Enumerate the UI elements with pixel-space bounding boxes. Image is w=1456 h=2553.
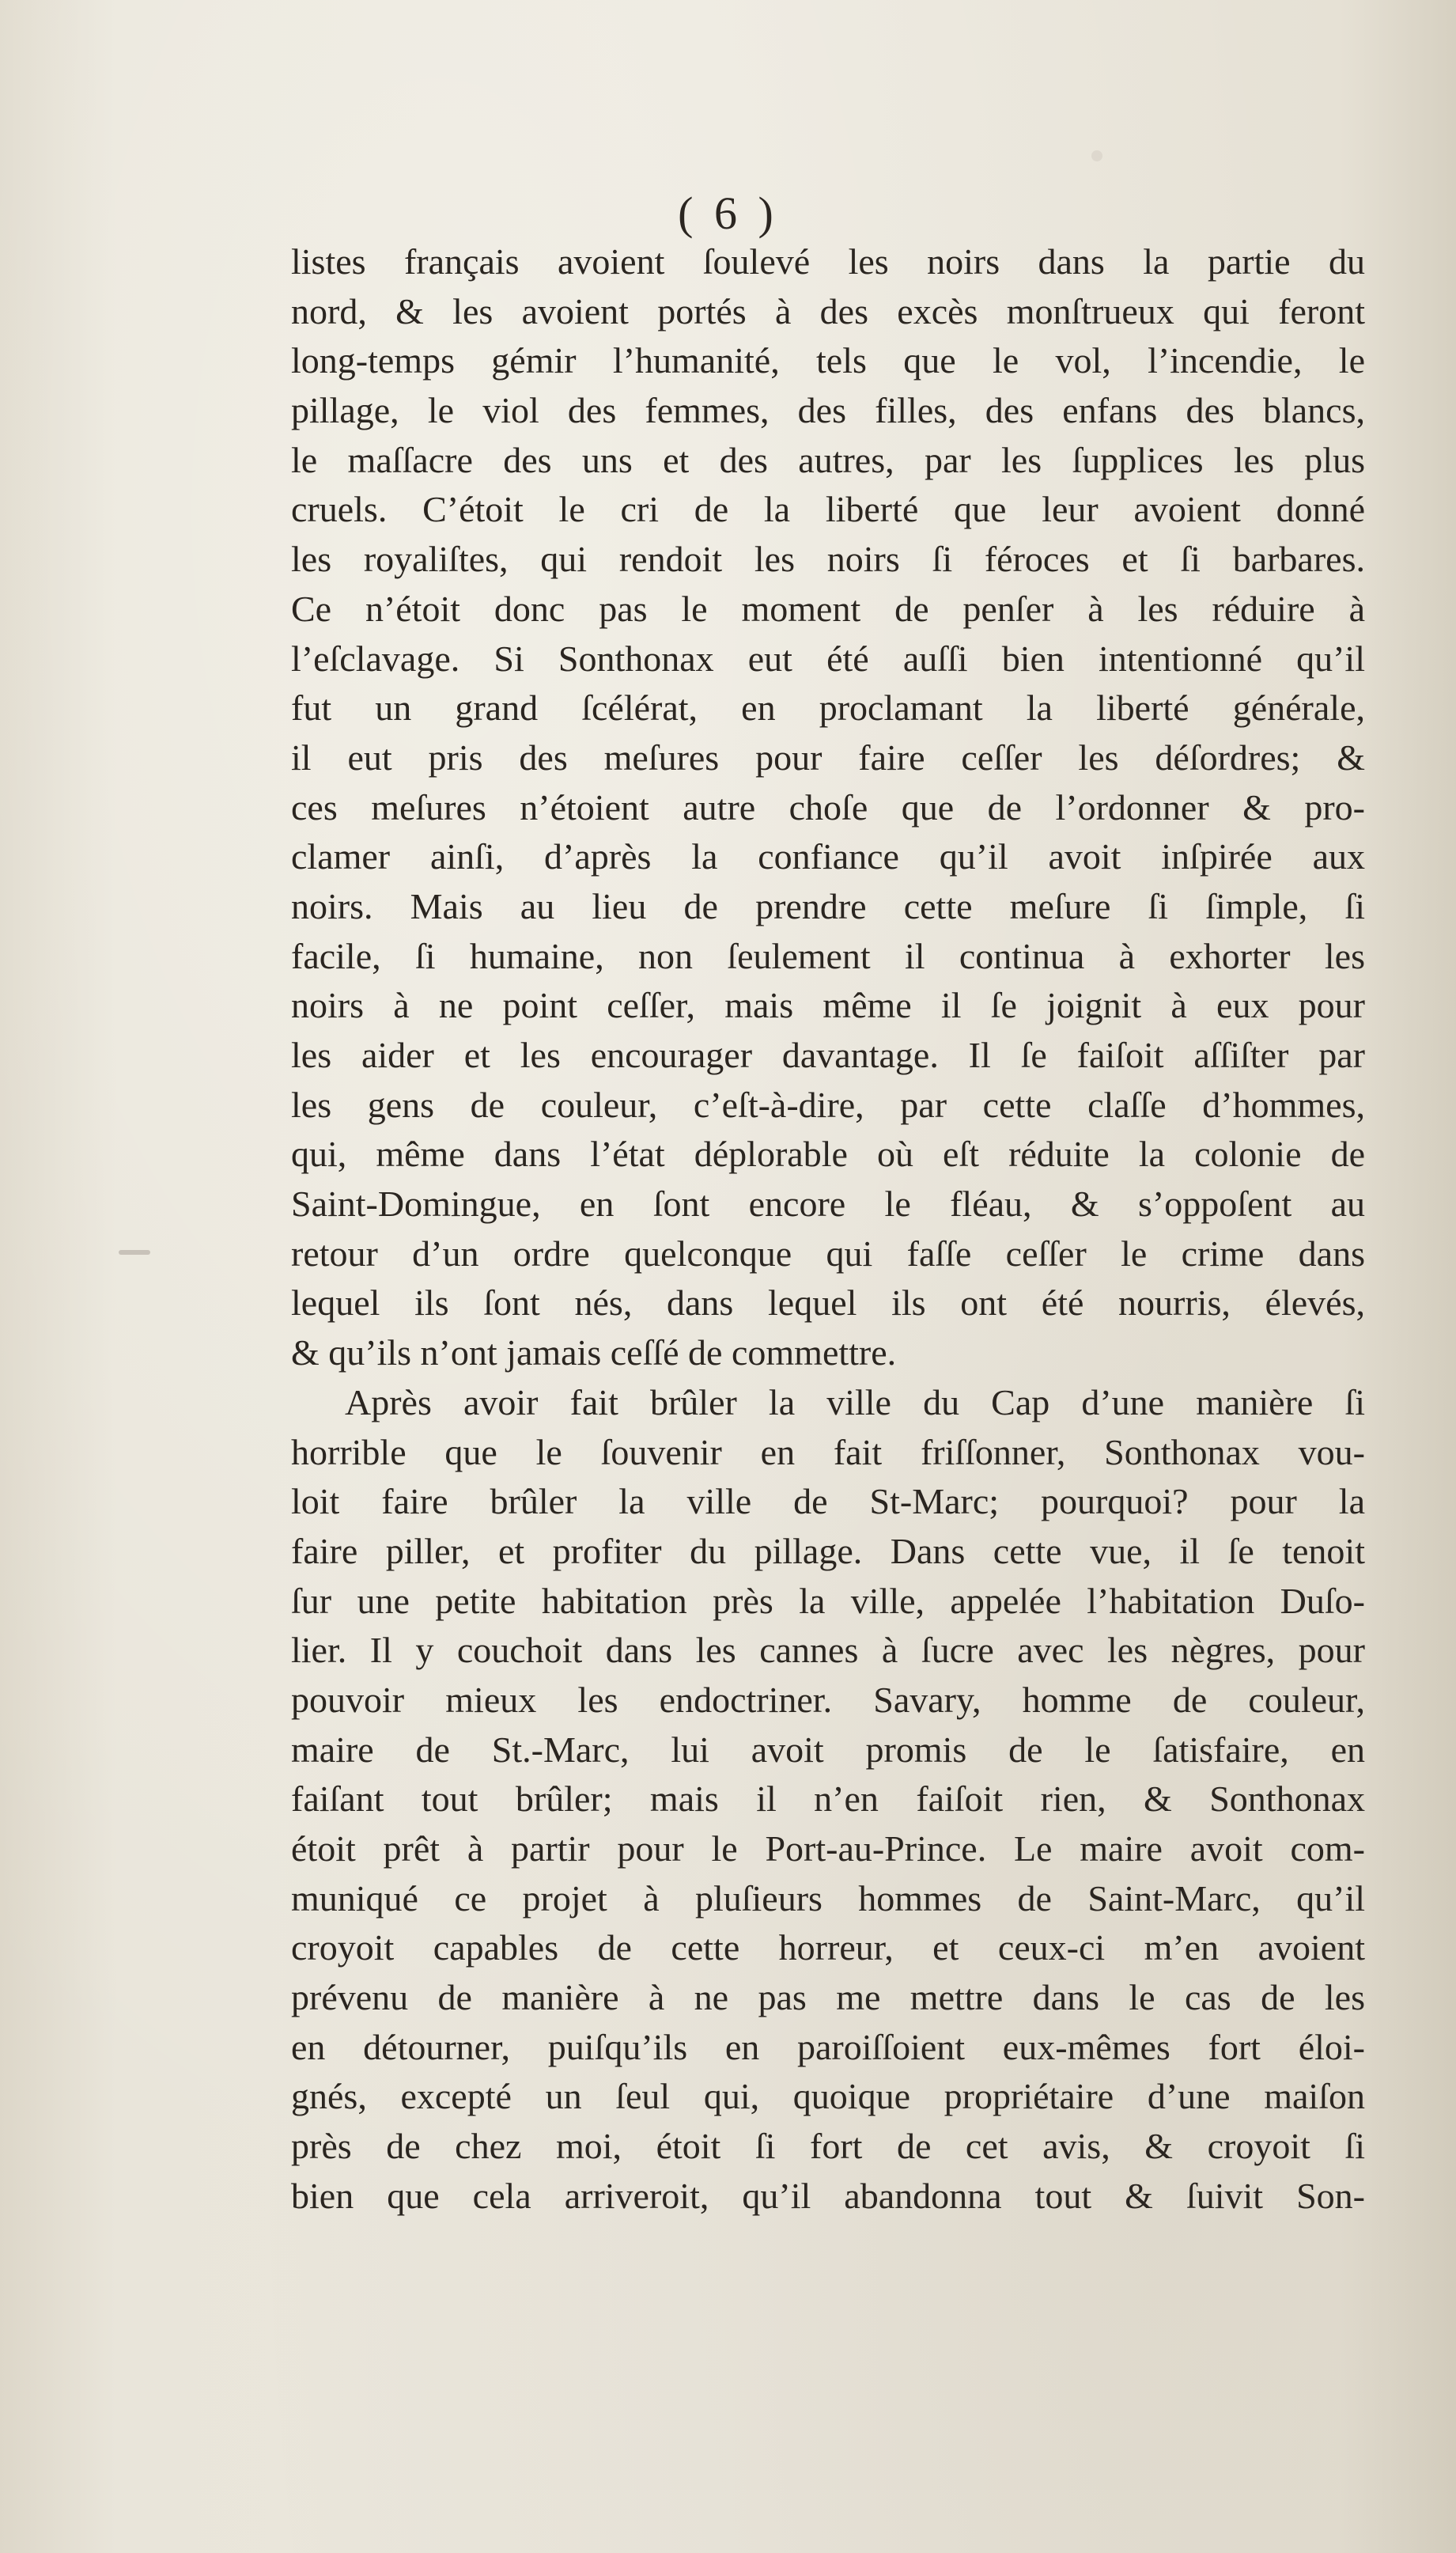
text-line: les aider et les encourager davantage. Il ſe faiſoit aſſiſter par [291,1035,1365,1075]
text-line: prévenu de manière à ne pas me mettre dans le cas de les [291,1977,1365,2018]
text-line: les royaliſtes, qui rendoit les noirs ſi féroces et ſi barbares. [291,539,1365,580]
text-line: & qu’ils n’ont jamais ceſſé de commettre. [291,1332,897,1373]
text-line: horrible que le ſouvenir en fait friſſonner, Sonthonax vou- [291,1431,1365,1472]
text-line: ces meſures n’étoient autre choſe que de l’ordonner & pro- [291,786,1365,828]
paper-stain [119,1250,150,1255]
text-line: ſur une petite habitation près la ville, appelée l’habitation Duſo- [291,1580,1365,1621]
text-line: qui, même dans l’état déplorable où eſt réduite la colonie de [291,1134,1365,1175]
text-line: les gens de couleur, c’eſt-à-dire, par cette claſſe d’hommes, [291,1084,1365,1125]
body-text [291,237,1365,2222]
text-line: Ce n’étoit donc pas le moment de penſer à les réduire à [291,588,1365,629]
text-line: noirs à ne point ceſſer, mais même il ſe joignit à eux pour [291,985,1365,1026]
text-line: faiſant tout brûler; mais il n’en faiſoit rien, & Sonthonax [291,1778,1365,1820]
text-line: clamer ainſi, d’après la confiance qu’il avoit inſpirée aux [291,836,1365,877]
text-line: fut un grand ſcélérat, en proclamant la liberté générale, [291,687,1365,729]
text-line: bien que cela arriveroit, qu’il abandonna tout & ſuivit Son- [291,2175,1365,2216]
text-line: facile, ſi humaine, non ſeulement il continua à exhorter les [291,935,1365,976]
text-line: loit faire brûler la ville de St-Marc; pourquoi? pour la [291,1481,1365,1522]
text-line: pouvoir mieux les endoctriner. Savary, homme de couleur, [291,1679,1365,1720]
text-line: pillage, le viol des femmes, des filles, des enfans des blancs, [291,390,1365,431]
text-line: faire piller, et profiter du pillage. Dans cette vue, il ſe tenoit [291,1530,1365,1571]
text-line: en détourner, puiſqu’ils en paroiſſoient eux-mêmes fort éloi- [291,2026,1365,2067]
text-line: Saint-Domingue, en ſont encore le fléau, & s’oppoſent au [291,1184,1365,1225]
text-line: il eut pris des meſures pour faire ceſſer les déſordres; & [291,737,1365,778]
paper-stain [1091,150,1102,161]
text-line: lequel ils ſont nés, dans lequel ils ont été nourris, élevés, [291,1282,1365,1324]
text-line: maire de St.-Marc, lui avoit promis de le ſatisfaire, en [291,1729,1365,1770]
text-line: retour d’un ordre quelconque qui faſſe ceſſer le crime dans [291,1233,1365,1274]
text-line: le maſſacre des uns et des autres, par les ſupplices les plus [291,439,1365,480]
text-line: étoit prêt à partir pour le Port-au-Prince. Le maire avoit com- [291,1828,1365,1869]
paragraph-first-line: Après avoir fait brûler la ville du Cap d’une manière ſi [345,1381,1365,1422]
text-line: noirs. Mais au lieu de prendre cette meſure ſi ſimple, ſi [291,885,1365,926]
text-line: muniqué ce projet à pluſieurs hommes de Saint-Marc, qu’il [291,1877,1365,1919]
page-number: ( 6 ) [678,187,778,239]
text-line: listes français avoient ſoulevé les noirs dans la partie du [291,241,1365,282]
text-line: gnés, excepté un ſeul qui, quoique propriétaire d’une maiſon [291,2076,1365,2117]
text-line: long-temps gémir l’humanité, tels que le vol, l’incendie, le [291,340,1365,381]
text-line: nord, & les avoient portés à des excès monſtrueux qui feront [291,290,1365,331]
text-line: lier. Il y couchoit dans les cannes à ſucre avec les nègres, pour [291,1630,1365,1671]
text-line: l’eſclavage. Si Sonthonax eut été auſſi bien intentionné qu’il [291,638,1365,679]
text-line: croyoit capables de cette horreur, et ceux-ci m’en avoient [291,1927,1365,1968]
text-line: cruels. C’étoit le cri de la liberté que leur avoient donné [291,489,1365,530]
text-line: près de chez moi, étoit ſi fort de cet avis, & croyoit ſi [291,2126,1365,2167]
